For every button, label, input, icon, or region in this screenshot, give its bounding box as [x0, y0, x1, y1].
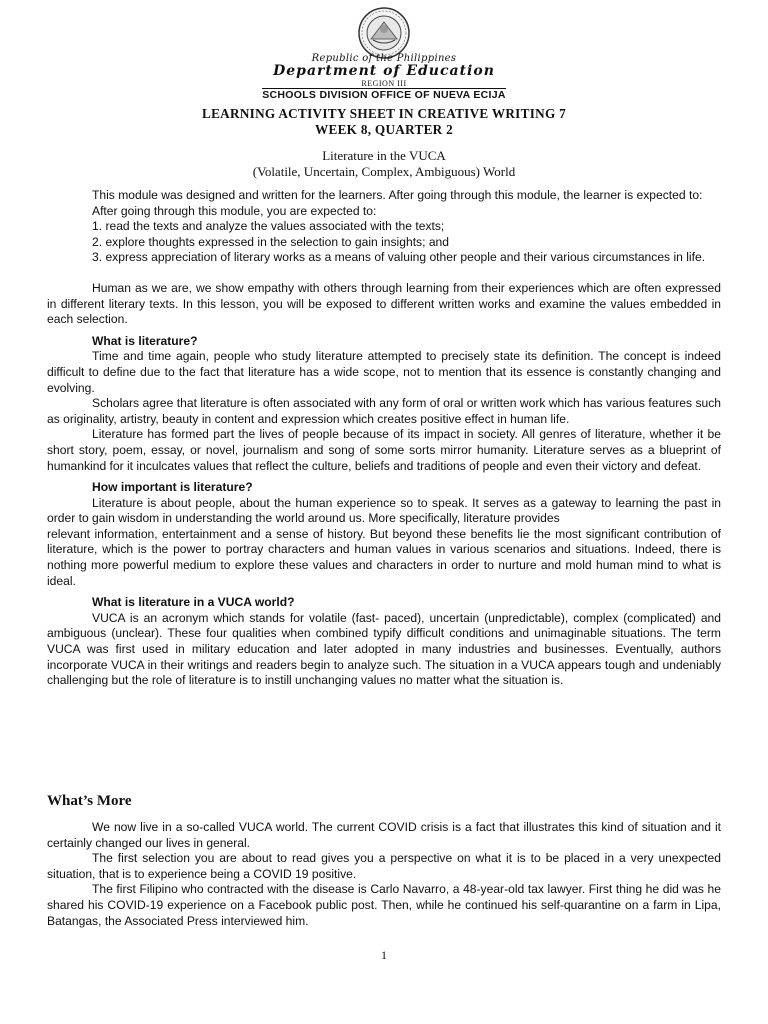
topic-subtitle: (Volatile, Uncertain, Complex, Ambiguous) World — [252, 164, 516, 179]
division-line: SCHOOLS DIVISION OFFICE OF NUEVA ECIJA — [262, 89, 506, 101]
topic-title: Literature in the VUCA — [322, 148, 446, 163]
paragraph: The first selection you are about to read gives you a perspective on what it is to be placed in a very unexpected situation, that is to experience being a COVID 19 positive. — [47, 851, 721, 881]
intro-paragraph: This module was designed and written for the learners. After going through this module, the learner is expected to: — [92, 188, 703, 202]
paragraph: Literature is about people, about the human experience so to speak. It serves as a gateway to learning the past in order to gain wisdom in understanding the world around us. More specifically, literature provides — [47, 495, 721, 526]
whats-more-heading: What’s More — [47, 793, 132, 809]
deped-seal-icon — [357, 6, 411, 60]
whats-more-content — [47, 820, 721, 929]
objective-item: 2. explore thoughts expressed in the selection to gain insights; and — [92, 234, 449, 249]
section-heading: What is literature? — [92, 333, 198, 348]
paragraph: Time and time again, people who study literature attempted to precisely state its definition. The concept is indeed difficult to define due to the fact that literature has a wide scope, not to mention that its essence is constantly changing and evolving. — [47, 349, 721, 395]
paragraph: Literature has formed part the lives of people because of its impact in society. All genres of literature, whether it be short story, poem, essay, or novel, journalism and song of some sorts mirror humanity. Literature serves as a blueprint of humankind for it inculcates values that reflect the culture, beliefs and traditions of people and even their victory and defeat. — [47, 427, 721, 473]
paragraph: Scholars agree that literature is often associated with any form of oral or written work which has various features such as originality, artistry, beauty in content and expression which creates positive effect in human life. — [47, 396, 721, 426]
objective-item: 3. express appreciation of literary works as a means of valuing other people and their various circumstances in life. — [92, 250, 706, 265]
empathy-paragraph: Human as we are, we show empathy with others through learning from their experiences which are often expressed in different literary texts. In this lesson, you will be exposed to different written works and examine the values embedded in each selection. — [47, 280, 721, 327]
paragraph: VUCA is an acronym which stands for volatile (fast- paced), uncertain (unpredictable), complex (complicated) and ambiguous (unclear). These four qualities when combined typify difficult conditions and unimaginable situations. The term VUCA was first used in military education and later adopted in many industries and businesses. Eventually, authors incorporate VUCA in their writings and readers begin to analyze such. The situation in a VUCA appears tough and undeniably challenging but the role of literature is to instill unchanging values no matter what the situation is. — [47, 610, 721, 688]
republic-line: Republic of the Philippines — [311, 53, 457, 64]
region-line: REGION III — [361, 79, 407, 88]
department-name: Department of Education — [273, 63, 495, 79]
week-quarter: WEEK 8, QUARTER 2 — [315, 122, 453, 137]
page-number: 1 — [381, 948, 387, 962]
paragraph: The first Filipino who contracted with the disease is Carlo Navarro, a 48-year-old tax lawyer. First thing he did was he shared his COVID-19 experience on a Facebook public post. Then, while he continued his self-quarantine on a farm in Lipa, Batangas, the Associated Press interviewed him. — [47, 882, 721, 928]
paragraph: relevant information, entertainment and a sense of history. But beyond these benefits lie the most significant contribution of literature, which is the power to portray characters and human values in various scenarios and situations. Indeed, there is nothing more powerful medium to explore these values and characters in order to nurture and mold human mind to what is ideal. — [47, 526, 721, 588]
objectives-lead: After going through this module, you are expected to: — [92, 203, 377, 218]
main-content — [47, 188, 721, 689]
section-heading: What is literature in a VUCA world? — [92, 595, 295, 610]
section-heading: How important is literature? — [92, 480, 253, 495]
paragraph: We now live in a so-called VUCA world. The current COVID crisis is a fact that illustrates this kind of situation and it certainly changed our lives in general. — [47, 820, 721, 850]
sheet-title: LEARNING ACTIVITY SHEET IN CREATIVE WRITING 7 — [201, 106, 567, 121]
objective-item: 1. read the texts and analyze the values associated with the texts; — [92, 219, 445, 234]
